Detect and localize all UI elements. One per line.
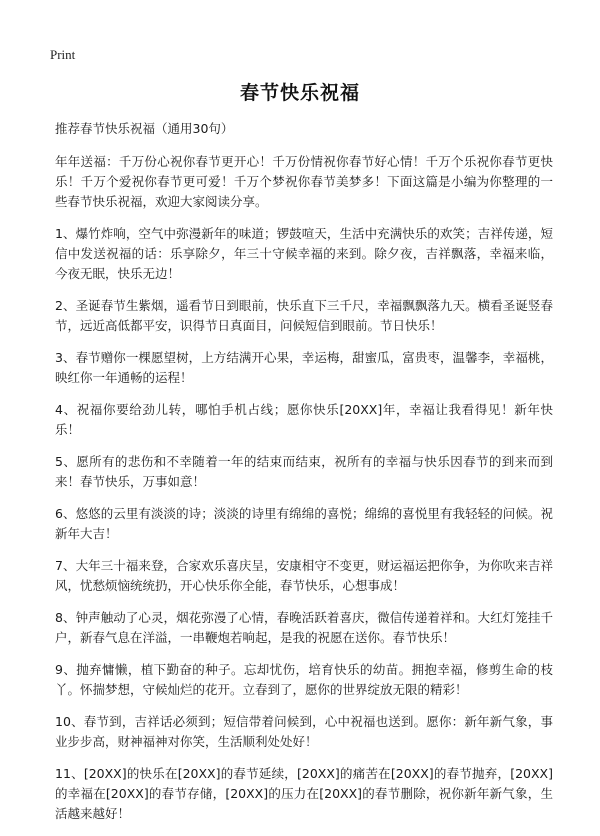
print-link[interactable]: Print xyxy=(50,47,76,62)
blessing-item-8: 8、钟声触动了心灵，烟花弥漫了心情，春晚活跃着喜庆，微信传递着祥和。大红灯笼挂千户，新春气息在洋溢，一串鞭炮若响起，是我的祝愿在送你。春节快乐！ xyxy=(55,610,553,645)
blessing-item-5: 5、愿所有的悲伤和不幸随着一年的结束而结束，祝所有的幸福与快乐因春节的到来而到来！春节快乐，万事如意！ xyxy=(55,454,553,489)
document-title: 春节快乐祝福 xyxy=(239,82,360,104)
intro-paragraph: 年年送福：千万份心祝你春节更开心！千万份情祝你春节好心情！千万个乐祝你春节更快乐！千万个爱祝你春节更可爱！千万个梦祝你春节美梦多！下面这篇是小编为你整理的一些春节快乐祝福，欢迎大家阅读分享。 xyxy=(55,154,553,209)
blessing-item-3: 3、春节赠你一棵愿望树，上方结满开心果，幸运梅，甜蜜瓜，富贵枣，温馨李，幸福桃，映红你一年通畅的运程！ xyxy=(55,350,553,385)
article-body xyxy=(55,118,553,836)
blessing-item-6: 6、悠悠的云里有淡淡的诗；淡淡的诗里有绵绵的喜悦；绵绵的喜悦里有我轻轻的问候。祝新年大吉！ xyxy=(55,506,553,541)
blessing-item-4: 4、祝福你要给劲儿转，哪怕手机占线；愿你快乐[20XX]年，幸福让我看得见！新年快乐！ xyxy=(55,402,553,437)
article-subtitle: 推荐春节快乐祝福（通用30句） xyxy=(55,121,234,136)
blessing-item-9: 9、抛弃慵懒，植下勤奋的种子。忘却忧伤，培育快乐的幼苗。拥抱幸福，修剪生命的枝丫。怀揣梦想，守候灿烂的花开。立春到了，愿你的世界绽放无限的精彩！ xyxy=(55,662,553,697)
blessing-item-1: 1、爆竹炸响，空气中弥漫新年的味道；锣鼓喧天，生活中充满快乐的欢笑；吉祥传递，短信中发送祝福的话：乐享除夕，年三十守候幸福的来到。除夕夜，吉祥飘落，幸福来临，今夜无眠，快乐无边！ xyxy=(55,226,553,281)
blessing-item-2: 2、圣诞春节生紫烟，遥看节日到眼前，快乐直下三千尺，幸福飘飘落九天。横看圣诞竖春节，远近高低都平安，识得节日真面目，问候短信到眼前。节日快乐！ xyxy=(55,298,553,333)
blessing-item-10: 10、春节到，吉祥话必须到；短信带着问候到，心中祝福也送到。愿你：新年新气象，事业步步高，财神福神对你笑，生活顺利处处好！ xyxy=(55,714,553,749)
blessing-item-7: 7、大年三十福来登，合家欢乐喜庆呈，安康相守不变更，财运福运把你争，为你吹来吉祥风，忧愁烦恼统统扔，开心快乐你全能，春节快乐，心想事成！ xyxy=(55,558,553,593)
blessing-item-11: 11、[20XX]的快乐在[20XX]的春节延续，[20XX]的痛苦在[20XX]的春节抛弃，[20XX]的幸福在[20XX]的春节存储，[20XX]的压力在[20XX]的春节删除，祝你新年新气象，生活越来越好！ xyxy=(55,766,553,821)
